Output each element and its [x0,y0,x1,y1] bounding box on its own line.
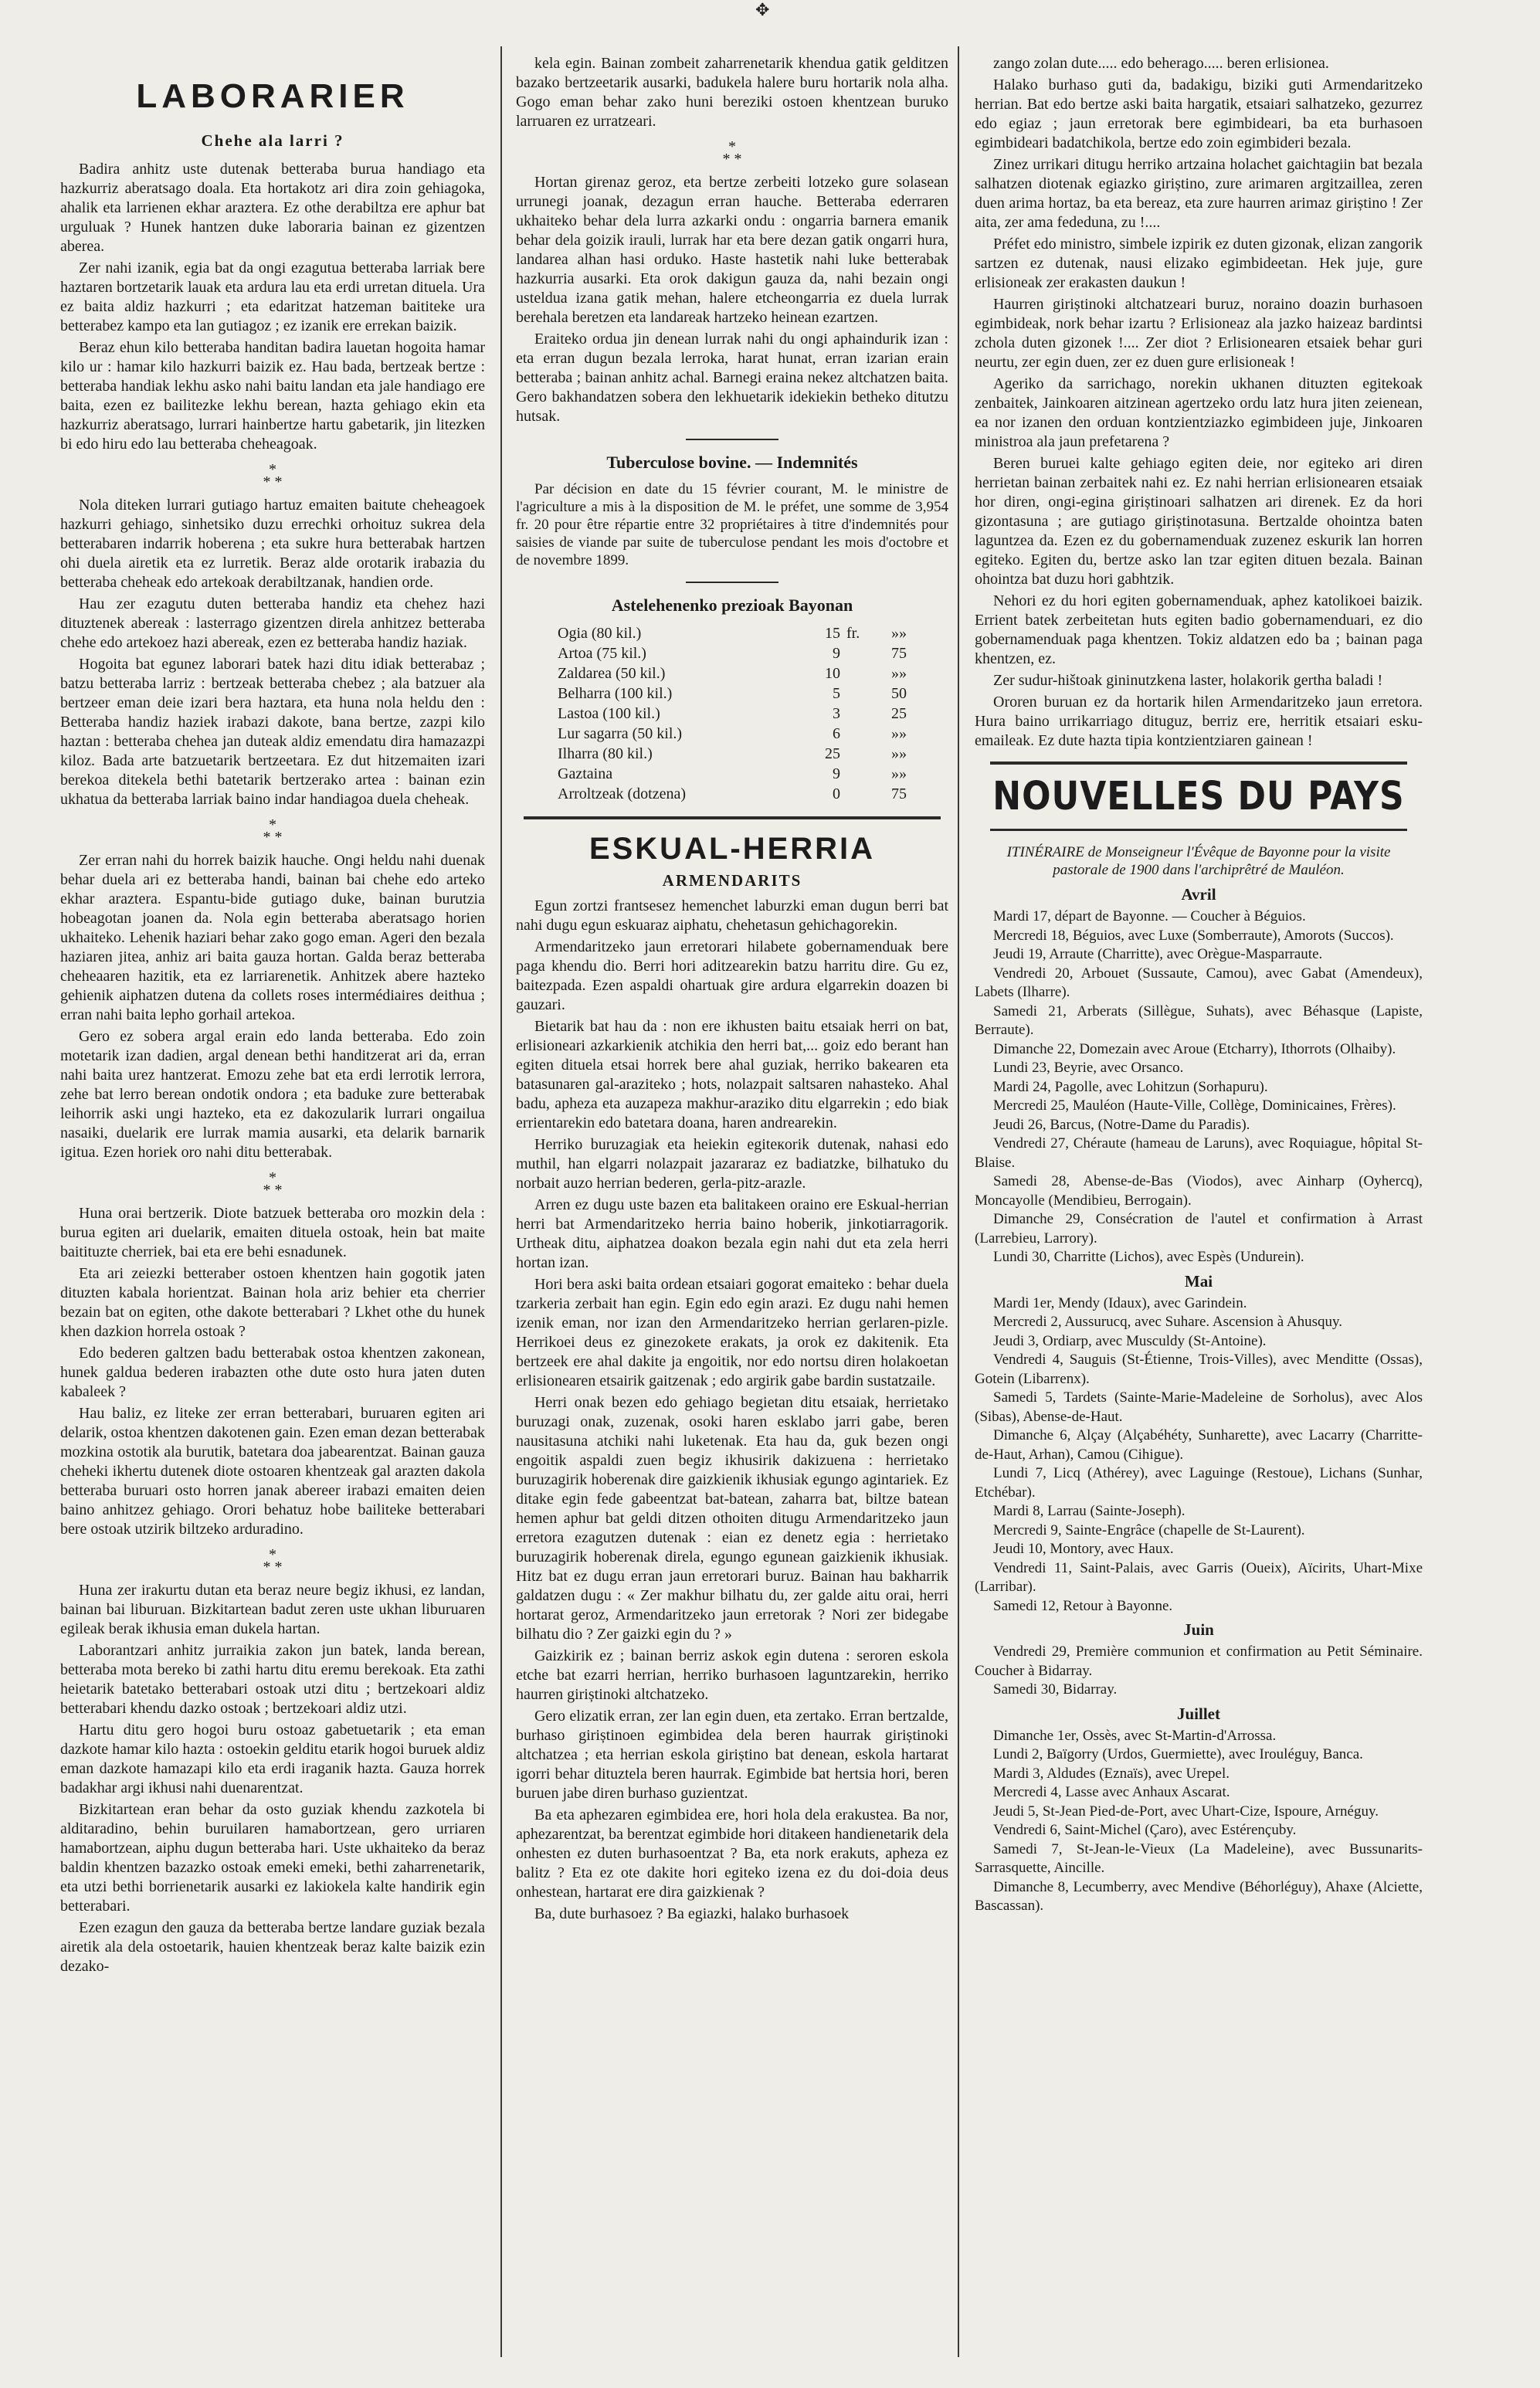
paragraph: Lundi 23, Beyrie, avec Orsanco. [993,1060,1184,1076]
paragraph: Nehori ez du hori egiten gobernamenduak, aphez katolikoei baizik. Errient batek zerbeitetan huts egiten badio gobernamenduari, ez dio gobernamenduak paga khentzen. Tokiz aldatzen edo ba ; bainan paga khentzen, ez. [975,592,1423,667]
paragraph: kela egin. Bainan zombeit zaharrenetarik khendua gatik gelditzen bazako bertzeetarik ausarki, badukela halere buru hortarik nola alha. Gogo eman behar zako huni bereziki ostoen khentzean buruko larruaren ez urratzeari. [516,55,948,130]
table-row [555,784,910,804]
table-cell: Ilharra (80 kil.) [558,745,653,762]
paragraph: Mardi 1er, Mendy (Idaux), avec Garindein. [993,1294,1247,1311]
table-cell: 25 [891,705,907,722]
paragraph: Jeudi 19, Arraute (Charritte), avec Orègue-Masparraute. [993,946,1323,962]
paragraph: Samedi 5, Tardets (Sainte-Marie-Madeleine de Sorholus), avec Alos (Sibas), Abense-de-Haut. [975,1389,1423,1425]
paragraph: Badira anhitz uste dutenak betteraba burua handiago eta hazkurriz aberatsago doala. Eta hortakotz ari dira zoin gehiagoka, ahalik eta larrienen ekhar araztera. Ez othe derabiltza ere aphur bat urguluak ? Hunek hantzen duke laboraria bainan ez gizentzen aberea. [60,161,485,255]
table-cell: 75 [891,785,907,802]
paragraph: Samedi 7, St-Jean-le-Vieux (La Madeleine), avec Bussunarits-Sarrasquette, Aincille. [975,1840,1423,1876]
paragraph: Gero ez sobera argal erain edo landa betteraba. Edo zoin motetarik izan dadien, argal denean bethi handitzerat ari da, erran nahi baita urez hantzerat. Emozu zehe bat eta erdi lerrotik lerrora, zehe bat lerro berean ondotik ondora ; eta badukе zure betterabak leihorrik aski ungi hazteko, eta ez dakozularik lurrari ongailua nasaiki, duelarik ere lurrak mamia ausarki, eta delarik barnarik igitua. Ezen horiek oro nahi ditu betterabak. [60,1028,485,1161]
paragraph: Dimanche 6, Alçay (Alçabéhéty, Sunharette), avec Lacarry (Charritte-de-Haut, Arhan), Camou (Cihigue). [975,1427,1423,1463]
paragraph: Hori bera aski baita ordean etsaiari gogorat emaiteko : behar duela tzarkeria zerbait han egin. Egin edo egin arazi. Ez dugu nahi hemen izenik eman, nor izan den Armendaritzeko herrian gerlaren-pizle. Herrikoei deus ez ginezokete erakats, ja orok ez dakitenik. Eta bertzeek ere ahal dakite ja engoitik, nor edo nortsu diren holakoetan erlisionearen etsairik gaitzenak ; edo argirik gabe bardin sustatzaile. [516,1276,948,1389]
paragraph: Dimanche 1er, Ossès, avec St-Martin-d'Arrossa. [993,1727,1277,1744]
paragraph: Laborantzari anhitz jurraikia zakon jun batek, landa berean, betteraba mota bereko bi zathi hartu ditu eremu berekoak. Eta zathi heietarik batetako betterabari ostoak utzi ditu ; bertzekoari aldiz betterabari khendu dazko ostoak ; bertzekoari aldiz utzi. [60,1642,485,1717]
paragraph: zango zolan dute..... edo beherago..... beren erlisionea. [993,55,1329,72]
table-row [555,663,910,683]
table-cell: Gaztaina [558,765,613,782]
section-title-nouvelles: NOUVELLES DU PAYS [992,774,1405,819]
paragraph: Beraz ehun kilo betteraba handitan badira lauetan hogoita hamar kilo ur : hamar kilo hazkurri baizik ez. Hau bada, bertzeak bertze : betteraba handiak lekhu asko nahi baitu landan eta jale handiago ere baita, ezen ez bailitezke lekhu berean, hazta gehiago ekin eta hazkurriz aberatsago, lurrari hainbertze hartu gabetarik, jin litezken bi edo hiru edo lau betteraba cheheagoak. [60,339,485,453]
table-row [555,683,910,704]
article-continuation [975,54,1423,751]
table-cell: Lastoa (100 kil.) [558,705,660,722]
table-cell: Artoa (75 kil.) [558,645,646,662]
paragraph: Ororen buruan ez da hortarik hilen Armendaritzeko jaun erretora. Hura baino urrikarriago dituguz, berriz ere, herritik etsaiari esku-emaileak. Ez dute hazta tipia kontzientziaren gainean ! [975,694,1423,749]
paragraph: Mardi 24, Pagolle, avec Lohitzun (Sorhapuru). [993,1078,1268,1095]
paragraph: Zer sudur-hištoak gininutzkena laster, holakorik gertha baladi ! [993,672,1383,689]
paragraph: Halako burhaso guti da, badakigu, biziki guti Armendaritzeko herrian. Bat edo bertze aski baita hargatik, etsaiari salhatzeko, gezurrez edo egiaz ; jaun erretorak bere egimbideari, ba eta burhasoen egimbideari badatchikola, bertze edo zoin egimbideri bezala. [975,76,1423,151]
table-cell [843,724,873,744]
paragraph: Jeudi 3, Ordiarp, avec Musculdy (St-Antoine). [993,1332,1267,1349]
table-cell: »» [891,665,907,682]
table-cell: Belharra (100 kil.) [558,685,673,702]
paragraph: Ezen ezagun den gauza da betteraba bertze landare guziak bezala airetik ala dela ostoetarik, hauien khentzeak beraz kalte baizik ezin dezako- [60,1919,485,1975]
paragraph: Dimanche 22, Domezain avec Aroue (Etcharry), Ithorrots (Olhaiby). [993,1040,1396,1057]
section-title-laborarier: LABORARIER [136,77,409,115]
paragraph: Nola diteken lurrari gutiago hartuz emaiten baitute cheheagoek hazkurri gehiago, sinhetsiko duzu errechki orhoituz sukrea dela betterabaren indarrik hoberena ; eta sukre hura betterabak hartzen ohi duela airetik eta ez lurretik. Beraz alde orotarik irabazia du betteraba cheheak edo artekoak derabiltzanak, handien orde. [60,497,485,591]
paragraph: Gero elizatik erran, zer lan egin duen, eta zertako. Erran bertzalde, burhaso giriștinoen egimbidea dela beren haurrak giriștinoki altchatzea ; eta herrian eskola giriștino bat denean, eskola hartarat igorri behar dituztela beren haurrak. Egimbide bat hertsia hori, beren buruen jabe diren burhaso guzientzat. [516,1708,948,1802]
article-subtitle: Chehe ala larri ? [201,131,344,150]
paragraph: Armendaritzeko jaun erretorari hilabete gobernamenduak bere paga khendu dio. Berri hori aditzearekin batzu harritu dire. Gu ez, baitezpada. Ezen aspaldi ohartuak gire ardura elgarrekin doazen bi gauzari. [516,938,948,1013]
column-right [975,54,1423,2357]
table-cell: »» [891,745,907,762]
paragraph: Dimanche 8, Lecumberry, avec Mendive (Béhorléguy), Ahaxe (Alciette, Bascassan). [975,1878,1423,1914]
prices-table [555,623,910,804]
table-row [555,623,910,643]
paragraph: Mercredi 2, Aussurucq, avec Suhare. Ascension à Ahusquy. [993,1314,1343,1330]
fold-mark-icon: ✥ [755,0,770,19]
paragraph: Ba eta aphezaren egimbidea ere, hori hola dela erakustea. Ba nor, aphezarentzat, ba berentzat egimbide hori ditakeen handienetarik dela onhesten ez duten burhasoentzat ? Ba, eta nork erakuts, apheza ez balitz ? Eta ez ote dakite hori egiteko izena ez du doi-doia deus onhestean, hartarat ere dira gaizkienak ? [516,1806,948,1901]
paragraph: Bizkitartean eran behar da osto guziak khendu zazkotela bi alditaradino, behin buruilaren hamabortzean, gero urriaren hamabortzean, aiphu dugun betteraba hari. Uste ukhaiteko da beraz baldin khentzen bazazko ostoak emeki emeki, bethi zaharrenetarik, eta utzi bethi borrienetarik ausarki ez lakiokela kalte handirik egin betterabari. [60,1801,485,1915]
paragraph: Beren buruei kalte gehiago egiten deie, nor egiteko ari diren herrietan bainan zerbaitek nahi ez. Ez nahi herrian erlisionearen etsaiak hor diren, ongi-egina giriștinoari salhatzen ari direnek. Ez da hori gizontasuna ; are gutiago giriștinotasuna. Bertzalde ohointza baten laguntzea da. Ezen ez du gobernamenduak zuzenez eskurik lan horren egiteko. Egiten du, bertze asko lan tzar egiten dituen bezala. Bainan ohointza bat duzu hori gabhtzik. [975,455,1423,588]
paragraph: Mardi 3, Aldudes (Eznaïs), avec Urepel. [993,1765,1230,1782]
table-cell [843,663,873,683]
paragraph: Eta ari zeiezki betteraber ostoen khentzen hain gogotik jaten dituzten kabala horientzat. Bainan hola ariz behier eta cherrier bezain bat on egiten, othe dakote betterabari ? Lkhet othe du hunek khen dazkion horrela ostoak ? [60,1265,485,1340]
table-cell: Arroltzeak (dotzena) [558,785,687,802]
month-heading: Juin [1183,1620,1214,1639]
paragraph: Vendredi 4, Sauguis (St-Étienne, Trois-Villes), avec Menditte (Ossas), Gotein (Libarrenx). [975,1352,1423,1387]
paragraph: Hau zer ezagutu duten betteraba handiz eta chehez hazi dituztenek abereak : lasterrago gizentzen direla anhitzez betteraba chehe edo artekoez hazi abereak, ezen ez betteraba handiz haziak. [60,595,485,651]
table-row [555,643,910,663]
article-body [60,160,485,1976]
table-cell [843,744,873,764]
paragraph: Lundi 2, Baïgorry (Urdos, Guermiette), avec Irouléguy, Banca. [993,1746,1363,1762]
paragraph: Hau baliz, ez liteke zer erran betterabari, buruaren egiten ari delarik, ostoa khentzen dakotenen gain. Ezen eman dezan betterabak mozkina ostotik ala burutik, batetara doa jabearentzat. Bainan gauza cheheki ikhertu dutenek diote ostoaren khentzeak gal arazten dakola betteraba buruari osto horren janak abereer irabazi emaiten deien baino anhitzez gehiago. Orori behatuz hobe bailiteke betterabari bere ostoak utzirik biltzeko arduradino. [60,1405,485,1538]
paragraph: Haurren giriștinoki altchatzeari buruz, noraino doazin burhasoen egimbideak, nork behar izartu ? Erlisioneaz ala jazko haizeaz bardintsi zchola duten gizonek !.... Zer diot ? Erlisionearen etsaiek behar guri neurtu, zer egin duen, zer ez duen gure erlisioneak ! [975,296,1423,371]
paragraph: Zer erran nahi du horrek baizik hauche. Ongi heldu nahi duenak behar duela ari ez betteraba handi, bainan bai chehe edo arteko ekhar araztera. Espantu-bide gutiago duke, bainan burutzia hobeagotan joanen da. Nola egin betteraba aberatsago horien ukhaiteko. Lehenik haziari behar zako gogo eman. Ageri den bezala haziaren jitea, anhiz ari baita gauza hortan. Galda beraz betteraba cheheaaren hazitik, eta ez larriarenetik. Anhitzek abere hazteko gehienik aiphatzen dutena da collets roses intermédiaires deithua ; erran nahi baita lepho gorhail artekoa. [60,852,485,1023]
table-cell: 6 [833,725,840,742]
paragraph: Préfet edo ministro, simbele izpirik ez duten gizonak, elizan zangorik sartzen ez dutenak, nausi elizako egimbideetan. Hek juje, gure erlisioneak zer erakasten daukun ! [975,236,1423,291]
divider [524,816,941,819]
paragraph: Hartu ditu gero hogoi buru ostoaz gabetuetarik ; eta eman dazkote hamar kilo hazta : ostoekin gelditu etarik hogoi buruek aldiz eman dazkote hamazapi kilo eta erdi iraganik hazta. Gauza horrek badakhar argi ikhusi nahi duenarentzat. [60,1721,485,1796]
table-row [555,724,910,744]
month-heading: Mai [1184,1271,1213,1291]
table-cell: 9 [833,765,840,782]
paragraph: Mardi 8, Larrau (Sainte-Joseph). [993,1503,1186,1519]
paragraph: Jeudi 5, St-Jean Pied-de-Port, avec Uhart-Cize, Ispoure, Arnéguy. [993,1803,1379,1820]
paragraph: Mercredi 25, Mauléon (Haute-Ville, Collège, Dominicaines, Frères). [993,1097,1396,1114]
table-row [555,764,910,784]
paragraph: Lundi 30, Charritte (Lichos), avec Espès (Undurein). [993,1249,1304,1265]
article-body [516,897,948,1924]
asterism-icon: * * * [263,816,283,846]
paragraph: Arren ez dugu uste bazen eta balitakeen oraino ere Eskual-herrian herri bat Armendaritzeko herria baino hoberik, jinkotiarragorik. Urtheak ditu, aiphatzea doakon bezala egin nahi dut eta zela herri hortan izan. [516,1196,948,1271]
paragraph: Ba, dute burhasoez ? Ba egiazki, halako burhasoek [534,1905,850,1922]
prices-title: Astelehenenko preziоak Bayonan [611,595,853,615]
column-middle [516,54,948,2357]
table-cell: 75 [891,645,907,662]
column-divider [958,46,959,2357]
table-row [555,744,910,764]
paragraph: Huna zer irakurtu dutan eta beraz neure begiz ikhusi, ez landan, bainan bai liburuan. Bizkitartean badut zeren uste ukhan liburuaren egileak berak ikhusia eman dukela hartan. [60,1582,485,1637]
table-cell: 5 [833,685,840,702]
paragraph: Vendredi 11, Saint-Palais, avec Garris (Oueix), Aïcirits, Uhart-Mixe (Larribar). [975,1559,1423,1595]
paragraph: Zer nahi izanik, egia bat da ongi ezagutua betteraba larriak bere haztaren bortzetarik lauak eta ardura lau eta erdi urretan dituela. Ura ez baita aldiz hazkurri ; eta edaritzat hatzeman baititeke ura betterabez kampo eta lan gutiagoz ; ez izanik ere errekan baizik. [60,259,485,334]
paragraph: Dimanche 29, Consécration de l'autel et confirmation à Arrast (Larrebieu, Larrory). [975,1211,1423,1247]
paragraph: Samedi 21, Arberats (Sillègue, Suhats), avec Béhasque (Lapiste, Berraute). [975,1002,1423,1038]
paragraph: Ageriko da sarrichago, norekin ukhanen dituzten egitekoak zenbaitek, Jainkoaren aitzinean agertzeko ordu latz hura jiten zeienean, ea nor izanen den orduan kontzientziazko egimbideen juje, Jinkoaren ministroa ala jaun prefetarena ? [975,375,1423,450]
paragraph: Vendredi 27, Chéraute (hameau de Laruns), avec Roquiague, hôpital St-Blaise. [975,1135,1423,1171]
paragraph: Bietarik bat hau da : non ere ikhusten baitu etsaiak herri on bat, erlisioneari azkarkienik atchikia den herri bat,... goiz edo berant han egiten dituela etsai horrek bere ahal guziak, herriko bakearen eta batasunaren gal-araziteko ; hots, nolazpait saltsaren nahasteko. Ahal badu, apheza eta auzapeza makhur-araziko ditu elgarrekin ; edo biak errientarekin edo batetara doana, haren andrearekin. [516,1018,948,1131]
asterism-icon: * * * [263,1546,283,1576]
paragraph: Hogoita bat egunez laborari batek hazi ditu idiak betterabaz ; batzu betteraba larriz : bertzeak betteraba chebez ; ala batzuer ala bertzeer eman deie izari bera haztara, eta huna nola heldu den : Betteraba handiz haziek irabazi dakote, bana bertze, zazpi kilo haztan : betteraba chehea jan duteak aldiz emendatu dira hamazazpi kiloz. Bada arte batzuetarik bertzeetara. Ez dut hitzemaiten izari berekoa ditekela bethi batetarik bertzerako artea : bainan ezin ukhatua da betteraba larriak baino indar handiagoa duela cheheak. [60,656,485,808]
paragraph: Edo bederen galtzen badu betterabak ostoa khentzen zakonean, hunek galdua bederen irabazten othe dute osto hura jaten duten kabaleek ? [60,1345,485,1400]
paragraph: Zinez urrikari ditugu herriko artzaina holachet gaichtagiin bat bezala salhatzen diotenak egiazko giriștino, zure arimaren argitzaillea, zeren duen arima hortaz, ba eta bereaz, eta zure haurren arimaz giriștino ! Zer aita, zer ama fededuna, zu !.... [975,156,1423,231]
table-cell [843,683,873,704]
table-cell: »» [891,765,907,782]
divider [990,829,1407,831]
table-cell [843,784,873,804]
table-row [555,704,910,724]
paragraph: Eraiteko ordua jin denean lurrak nahi du ongi aphaindurik izan : eta erran dugun bezala lerroka, harat hunat, erran izarian erain betteraba ; bainan anhitz achal. Barnegi erainа nekez altchatzen baita. Gero bakhandatzen sobera den lekhuetarik idekiekin betheko ditutzu hutsak. [516,331,948,425]
itinerary-heading: ITINÉRAIRE de Monseigneur l'Évêque de Bayonne pour la visite pastorale de 1900 dans l'archiprêtré de Mauléon. [1006,844,1391,878]
article-continuation [516,54,948,426]
paragraph: Jeudi 10, Montory, avec Haux. [993,1541,1174,1557]
paragraph: Herriko buruzagiak eta heiekin egiteкorik dutenak, nahasi edo muthil, han elgarri nolazpait jazararaz ez badiatzke, bilhatuko du norbait auzo herrian bederen, gerla-pitz-arazle. [516,1136,948,1192]
paragraph: Lundi 7, Licq (Athérey), avec Laguinge (Restoue), Lichans (Sunhar, Etchébar). [975,1465,1423,1501]
paragraph: Samedi 30, Bidarray. [993,1681,1118,1698]
asterism-icon: * * * [263,1169,283,1199]
table-cell: 25 [825,745,840,762]
paragraph: Huna orai bertzerik. Diote batzuek betteraba oro mozkin dela : burua egiten ari duelarik, emaiten dituela ostoak, hein bat maite baitituzte cherriek, bai eta ere behi esnadunek. [60,1205,485,1260]
table-cell [843,704,873,724]
paragraph: Mercredi 9, Sainte-Engrâce (chapelle de St-Laurent). [993,1521,1305,1538]
column-divider [500,46,502,2357]
paragraph: Gaizkirik ez ; bainan berriz askok egin dutena : seroren eskola etche bat ezarri herrian, herriko burhasoen laguntzarekin, herriko haurren giriștinoki altchatzeko. [516,1647,948,1703]
itinerary-list [975,885,1423,1916]
paragraph: Vendredi 20, Arbouet (Sussaute, Camou), avec Gabat (Amendeux), Labets (Ilharre). [975,965,1423,1000]
table-cell: Ogia (80 kil.) [558,625,642,642]
table-cell: Lur sagarra (50 kil.) [558,725,683,742]
paragraph: Mardi 17, départ de Bayonne. — Coucher à Béguios. [993,908,1306,924]
table-cell: 3 [833,705,840,722]
article-subtitle: ARMENDARITS [662,871,802,890]
paragraph: Samedi 12, Retour à Bayonne. [993,1597,1173,1614]
tuberculose-notice: Par décision en date du 15 février courant, M. le ministre de l'agriculture a mis à la disposition de M. le préfet, une somme de 3,954 fr. 20 pour être répartie entre 32 propriétaires à titre d'indemnités pour saisies de viande par suite de tuberculose pendant les mois d'octobre et de novembre 1899. [516,481,948,568]
table-cell [843,643,873,663]
asterism-icon: * * * [722,138,742,168]
paragraph: Mercredi 18, Béguios, avec Luxe (Somberraute), Amorots (Succos). [993,927,1394,944]
table-cell: »» [891,625,907,642]
paragraph: Egun zortzi frantsesez hemenchet laburzki eman dugun berri bat nahi dugu egun eskuaraz aiphatu, chehetasun gehichagorekin. [516,897,948,934]
divider [686,582,778,583]
month-heading: Juillet [1177,1704,1220,1723]
paragraph: Hortan girenaz geroz, eta bertze zerbeiti lotzeko gure solasean urrunegi joanak, dezagun erran hauche. Betteraba ederraren ukhaiteko behar dela lurra azkarki ondu : ongarria barnera emanik behar dela goizik irauli, lurrak har eta bere dezan gatik ongarri hura, landarea alhan hasi orduko. Haste hastetik nahi luke betterabak hazkurria ausarki. Eta orok dakigun gauza da, nahi bezain ongi usteldua izana gatik mehan, halere etcheongarria ez duela lurrak berehala beretzen eta landareak hartzeko heinean ezartzen. [516,174,948,326]
paragraph: Jeudi 26, Barcus, (Notre-Dame du Paradis). [993,1116,1250,1133]
table-cell: 10 [825,665,840,682]
section-title-eskual-herria: ESKUAL-HERRIA [589,832,876,866]
paragraph: Herri onak bezen edo gehiago begietan ditu etsaiak, herrietako buruzagi onak, zuzenak, osoki haren esklabo jarri gabe, beren nausitasuna atchiki nahi luketenak. Eta hau da, guk bezen ongi engoitik aspaldi zuen begiz ikhusirik dakizuena : herrietako buruzagirik hoberenak dire gaizkienik ikhusiak egungo agintariek. Ez ditake egin fede gabeentzat bat-batean, zaharra bat, biltze batean hemen aphur bat geldi ditzen othoiten ditugu Armendaritzeko jaun erretora ezagutzen dutenak : eian ez denetz egia : herrietako buruzagirik hoberenak direla, egungo egunean gaizkienik ikhusiak. Hitz bat ez dugu erran jaun erretorari buruz. Bainan hau bakharrik galdatzen dugu : « Zer makhur bilhatu du, zer galde aitu orai, herri hortarat geroz, Armendaritzeko jaun erretorak ? Nori zer bidegabe bilhatu dio ? Zer gaizki egin du ? » [516,1394,948,1643]
table-cell: 0 [833,785,840,802]
asterism-icon: * * * [263,461,283,490]
column-laborarier [60,54,485,2357]
paragraph: Vendredi 29, Première communion et confirmation au Petit Séminaire. Coucher à Bidarray. [975,1643,1423,1679]
table-cell [843,764,873,784]
paragraph: Mercredi 4, Lasse avec Anhaux Ascarat. [993,1784,1230,1800]
month-heading: Avril [1181,885,1216,904]
tuberculose-title: Tuberculose bovine. — Indemnités [606,453,858,472]
table-cell: fr. [846,625,860,642]
paragraph: Samedi 28, Abense-de-Bas (Viodos), avec Ainharp (Oyhercq), Moncayolle (Mendibieu, Berrogain). [975,1173,1423,1209]
divider [686,439,778,440]
divider [990,762,1407,765]
table-cell: »» [891,725,907,742]
table-cell: 15 [825,625,840,642]
table-cell: 50 [891,685,907,702]
paragraph: Vendredi 6, Saint-Michel (Çaro), avec Estérençuby. [993,1822,1297,1838]
table-cell: Zaldarea (50 kil.) [558,665,666,682]
table-cell: 9 [833,645,840,662]
